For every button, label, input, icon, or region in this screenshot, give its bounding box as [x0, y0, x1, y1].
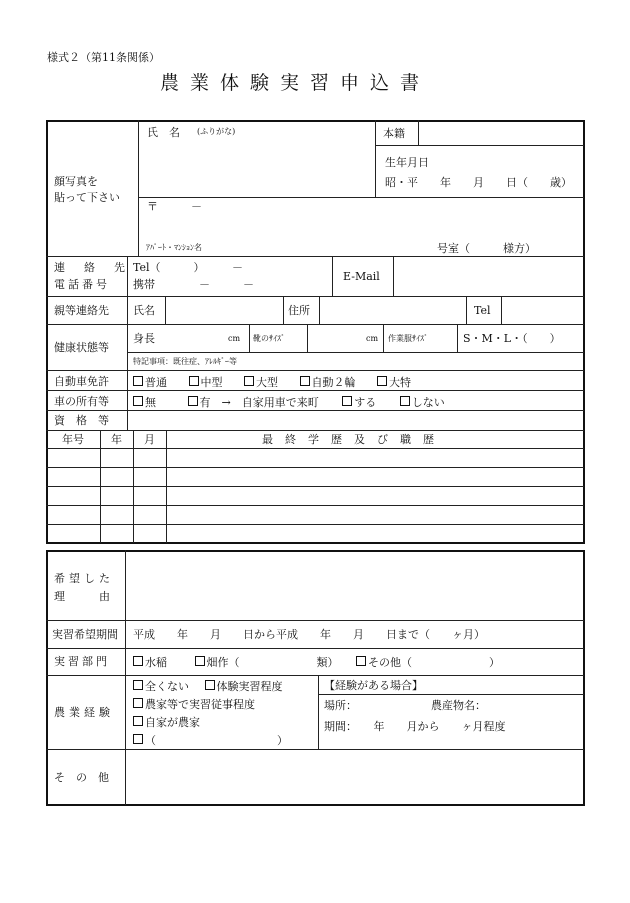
period-label: 実習希望期間: [52, 628, 118, 641]
checkbox-dept-rice[interactable]: [133, 656, 143, 666]
special-notes: 特記事項：既往症、ｱﾚﾙｷﾞｰ等: [133, 357, 237, 366]
checkbox-exp-farmhouse[interactable]: [133, 716, 143, 726]
car-label: 車の所有等: [54, 395, 109, 408]
shoe-label: 靴のｻｲｽﾞ: [253, 334, 285, 343]
shoe-unit: cm: [366, 334, 379, 343]
other-label: そ の 他: [54, 771, 109, 784]
checkbox-car-none[interactable]: [133, 396, 143, 406]
checkbox-license-motorcycle[interactable]: [300, 376, 310, 386]
form-number: 様式２（第11条関係）: [47, 51, 160, 64]
workwear-sizes: S・M・L・（ ）: [463, 332, 561, 345]
checkbox-car-dont[interactable]: [400, 396, 410, 406]
postal-label: 〒 －: [147, 200, 202, 213]
checkbox-exp-trial[interactable]: [205, 680, 215, 690]
reason-label-1: 希望した: [54, 572, 114, 585]
history-year-header: 年号: [62, 433, 84, 446]
page-title: 農業体験実習申込書: [160, 72, 431, 94]
checkbox-exp-none[interactable]: [133, 680, 143, 690]
history-nen-header: 年: [111, 433, 122, 446]
relative-tel-label: Tel: [474, 304, 491, 317]
email-label: E-Mail: [343, 270, 380, 283]
exp-row-1: 全くない 体験実習程度: [133, 680, 283, 692]
dept-options: 水稲 畑作（ 類） その他（ ）: [133, 656, 500, 668]
birth-label: 生年月日: [385, 156, 429, 169]
photo-instruction-1: 顔写真を: [54, 175, 98, 188]
period-field[interactable]: 平成 年 月 日から平成 年 月 日まで（ ヶ月）: [133, 628, 485, 641]
exp-crop-label: 農産物名：: [431, 699, 486, 712]
photo-instruction-2: 貼って下さい: [54, 191, 120, 204]
checkbox-license-large[interactable]: [244, 376, 254, 386]
checkbox-car-yes[interactable]: [188, 396, 198, 406]
relative-name-label: 氏名: [133, 304, 155, 317]
car-options: 無 有 → 自家用車で来町 する しない: [133, 396, 445, 408]
checkbox-license-special[interactable]: [377, 376, 387, 386]
license-options: 普通 中型 大型 自動２輪 大特: [133, 376, 411, 388]
exp-period-label: 期間： 年 月から ヶ月程度: [324, 720, 506, 733]
qualifications-label: 資 格 等: [54, 414, 109, 427]
tel-field[interactable]: Tel（ ） －: [133, 261, 244, 274]
exp-row-3: 自家が農家: [133, 716, 200, 728]
exp-label: 農業経験: [54, 706, 114, 719]
checkbox-exp-work[interactable]: [133, 698, 143, 708]
exp-row-4: （ ）: [133, 734, 288, 746]
history-title-header: 最終学歴及び職歴: [262, 433, 446, 446]
name-label: 氏 名: [147, 126, 180, 139]
relative-address-label: 住所: [288, 304, 310, 317]
exp-place-label: 場所：: [324, 699, 357, 712]
checkbox-license-medium[interactable]: [189, 376, 199, 386]
birth-format: 昭・平 年 月 日（ 歳）: [385, 176, 572, 189]
checkbox-exp-other[interactable]: [133, 734, 143, 744]
room-label: 号室（ 様方）: [437, 242, 536, 255]
exp-case-title: 【経験がある場合】: [324, 679, 423, 692]
height-label: 身長: [133, 332, 155, 345]
checkbox-dept-other[interactable]: [356, 656, 366, 666]
relative-label: 親等連絡先: [54, 304, 109, 317]
height-unit: cm: [228, 334, 241, 343]
history-month-header: 月: [144, 433, 155, 446]
license-label: 自動車免許: [54, 375, 109, 388]
workwear-label: 作業服ｻｲｽﾞ: [388, 334, 428, 343]
apartment-label: ｱﾊﾟｰﾄ・ﾏﾝｼｮﾝ名: [146, 243, 202, 252]
health-label: 健康状態等: [54, 341, 109, 354]
honseki-label: 本籍: [383, 127, 405, 140]
checkbox-car-do[interactable]: [342, 396, 352, 406]
checkbox-license-regular[interactable]: [133, 376, 143, 386]
exp-row-2: 農家等で実習従事程度: [133, 698, 255, 710]
mobile-field[interactable]: 携帯 － －: [133, 278, 254, 291]
phone-label: 電話番号: [54, 278, 110, 291]
furigana-label: (ふりがな): [197, 127, 236, 136]
checkbox-dept-field[interactable]: [195, 656, 205, 666]
contact-label: 連 絡 先: [54, 261, 129, 274]
dept-label: 実習部門: [54, 655, 110, 668]
reason-label-2: 理 由: [54, 590, 114, 603]
